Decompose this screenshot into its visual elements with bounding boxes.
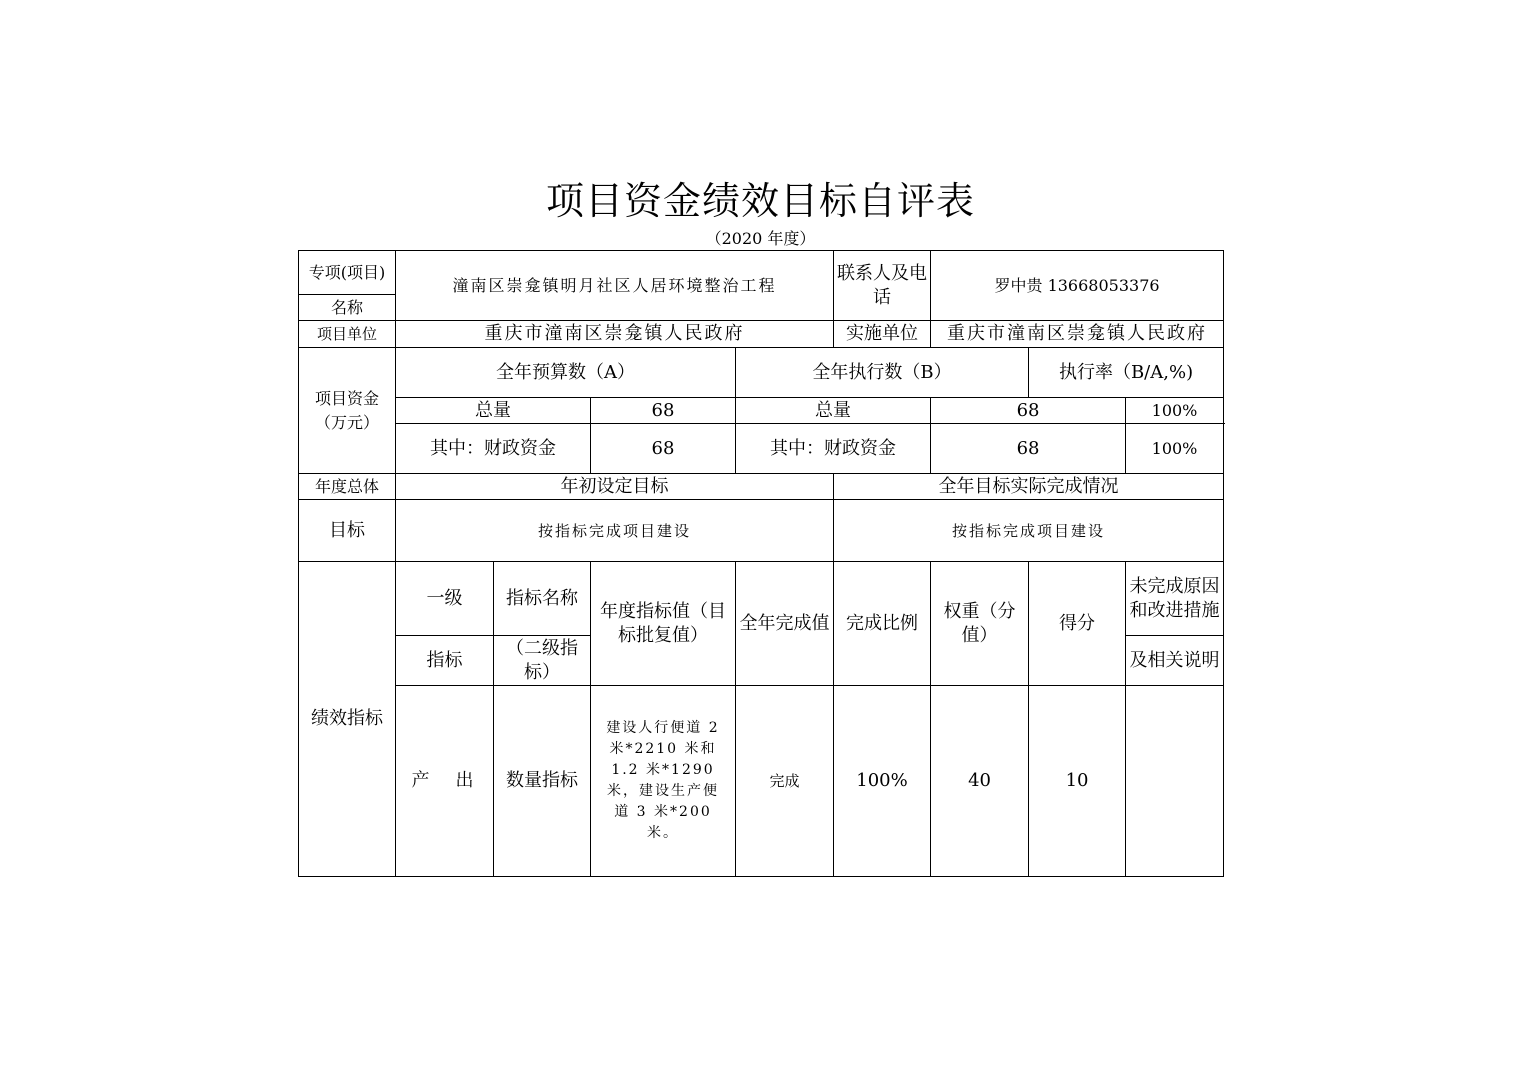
reason-header-bottom: 及相关说明 [1126, 636, 1224, 686]
level1-value: 产 出 [396, 686, 494, 877]
completion-ratio: 100% [834, 686, 931, 877]
page-title: 项目资金绩效目标自评表 [545, 179, 975, 223]
goals-label-bottom: 目标 [299, 500, 396, 562]
fiscal-exec: 68 [931, 424, 1126, 474]
annual-value-header: 年度指标值（目标批复值） [591, 562, 736, 686]
impl-unit-value: 重庆市潼南区崇龛镇人民政府 [931, 321, 1224, 348]
indicator-name-header-top: 指标名称 [494, 562, 591, 636]
table-row [299, 686, 1224, 877]
reason-header-top: 未完成原因和改进措施 [1126, 562, 1224, 636]
fiscal-label-a: 其中：财政资金 [396, 424, 591, 474]
fiscal-rate: 100% [1126, 424, 1224, 474]
contact-value: 罗中贵 13668053376 [931, 251, 1224, 321]
exec-rate-header: 执行率（B/A,%) [1029, 348, 1224, 398]
evaluation-table [298, 250, 1224, 877]
project-name-label-bottom: 名称 [299, 295, 396, 321]
annual-target-value: 建设人行便道 2 米*2210 米和 1.2 米*1290 米，建设生产便道 3 米*200 米。 [591, 686, 736, 877]
impl-unit-label: 实施单位 [834, 321, 931, 348]
contact-label: 联系人及电话 [834, 251, 931, 321]
project-unit-label: 项目单位 [299, 321, 396, 348]
level1-header-bottom: 指标 [396, 636, 494, 686]
reason-value [1126, 686, 1224, 877]
project-unit-value: 重庆市潼南区崇龛镇人民政府 [396, 321, 834, 348]
fiscal-label-b: 其中：财政资金 [736, 424, 931, 474]
fiscal-budget: 68 [591, 424, 736, 474]
year-subtitle: （2020 年度） [705, 229, 816, 248]
completed-value-header: 全年完成值 [736, 562, 834, 686]
total-exec: 68 [931, 398, 1126, 424]
indicator-name-value: 数量指标 [494, 686, 591, 877]
initial-goal-value: 按指标完成项目建设 [396, 500, 834, 562]
total-label-b: 总量 [736, 398, 931, 424]
performance-label: 绩效指标 [299, 562, 396, 877]
actual-goal-header: 全年目标实际完成情况 [834, 474, 1224, 500]
level1-header-top: 一级 [396, 562, 494, 636]
score-header: 得分 [1029, 562, 1126, 686]
exec-header: 全年执行数（B） [736, 348, 1029, 398]
weight-header: 权重（分值） [931, 562, 1029, 686]
ratio-header: 完成比例 [834, 562, 931, 686]
weight-value: 40 [931, 686, 1029, 877]
funds-label: 项目资金（万元） [299, 348, 396, 474]
budget-header: 全年预算数（A） [396, 348, 736, 398]
project-name-value: 潼南区崇龛镇明月社区人居环境整治工程 [396, 251, 834, 321]
goals-label-top: 年度总体 [299, 474, 396, 500]
indicator-name-header-bottom: （二级指标） [494, 636, 591, 686]
total-rate: 100% [1126, 398, 1224, 424]
score-value: 10 [1029, 686, 1126, 877]
project-name-label-top: 专项(项目) [299, 251, 396, 295]
total-label-a: 总量 [396, 398, 591, 424]
total-budget: 68 [591, 398, 736, 424]
actual-goal-value: 按指标完成项目建设 [834, 500, 1224, 562]
completed-value: 完成 [736, 686, 834, 877]
initial-goal-header: 年初设定目标 [396, 474, 834, 500]
